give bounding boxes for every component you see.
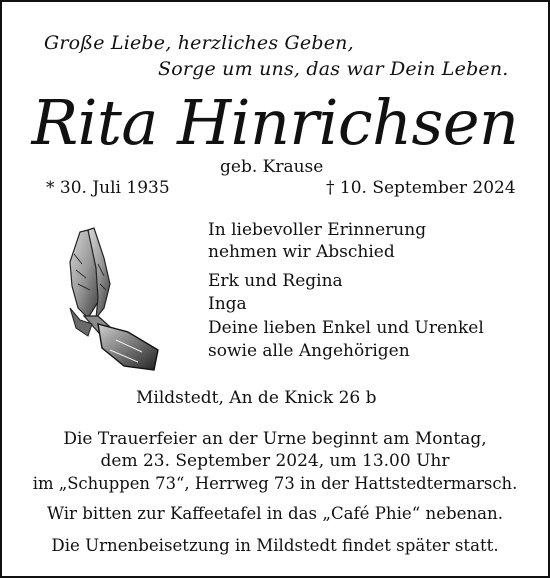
deceased-name: Rita Hinrichsen <box>31 86 519 159</box>
mourner-line-4: Inga <box>208 294 247 314</box>
mourner-line-2: nehmen wir Abschied <box>208 242 395 262</box>
detail-line-2: dem 23. September 2024, um 13.00 Uhr <box>100 451 450 471</box>
detail-line-4: Wir bitten zur Kaffeetafel in das „Café Phie“ nebenan. <box>46 504 503 523</box>
maiden-name: geb. Krause <box>220 157 324 177</box>
death-date: † 10. September 2024 <box>326 178 516 198</box>
address: Mildstedt, An de Knick 26 b <box>136 388 377 408</box>
praying-hands-icon <box>58 224 178 378</box>
detail-line-5: Die Urnenbeisetzung in Mildstedt findet später statt. <box>51 536 499 555</box>
mourner-line-6: sowie alle Angehörigen <box>208 341 410 361</box>
motto-line-2: Sorge um uns, das war Dein Leben. <box>158 58 509 80</box>
detail-line-3: im „Schuppen 73“, Herrweg 73 in der Hattstedtermarsch. <box>32 474 518 493</box>
mourner-line-5: Deine lieben Enkel und Urenkel <box>208 318 484 338</box>
mourner-line-1: In liebevoller Erinnerung <box>208 220 427 240</box>
detail-line-1: Die Trauerfeier an der Urne beginnt am Montag, <box>63 429 487 449</box>
birth-date: * 30. Juli 1935 <box>46 178 170 198</box>
motto-line-1: Große Liebe, herzliches Geben, <box>44 32 354 54</box>
mourner-line-3: Erk und Regina <box>208 271 343 291</box>
